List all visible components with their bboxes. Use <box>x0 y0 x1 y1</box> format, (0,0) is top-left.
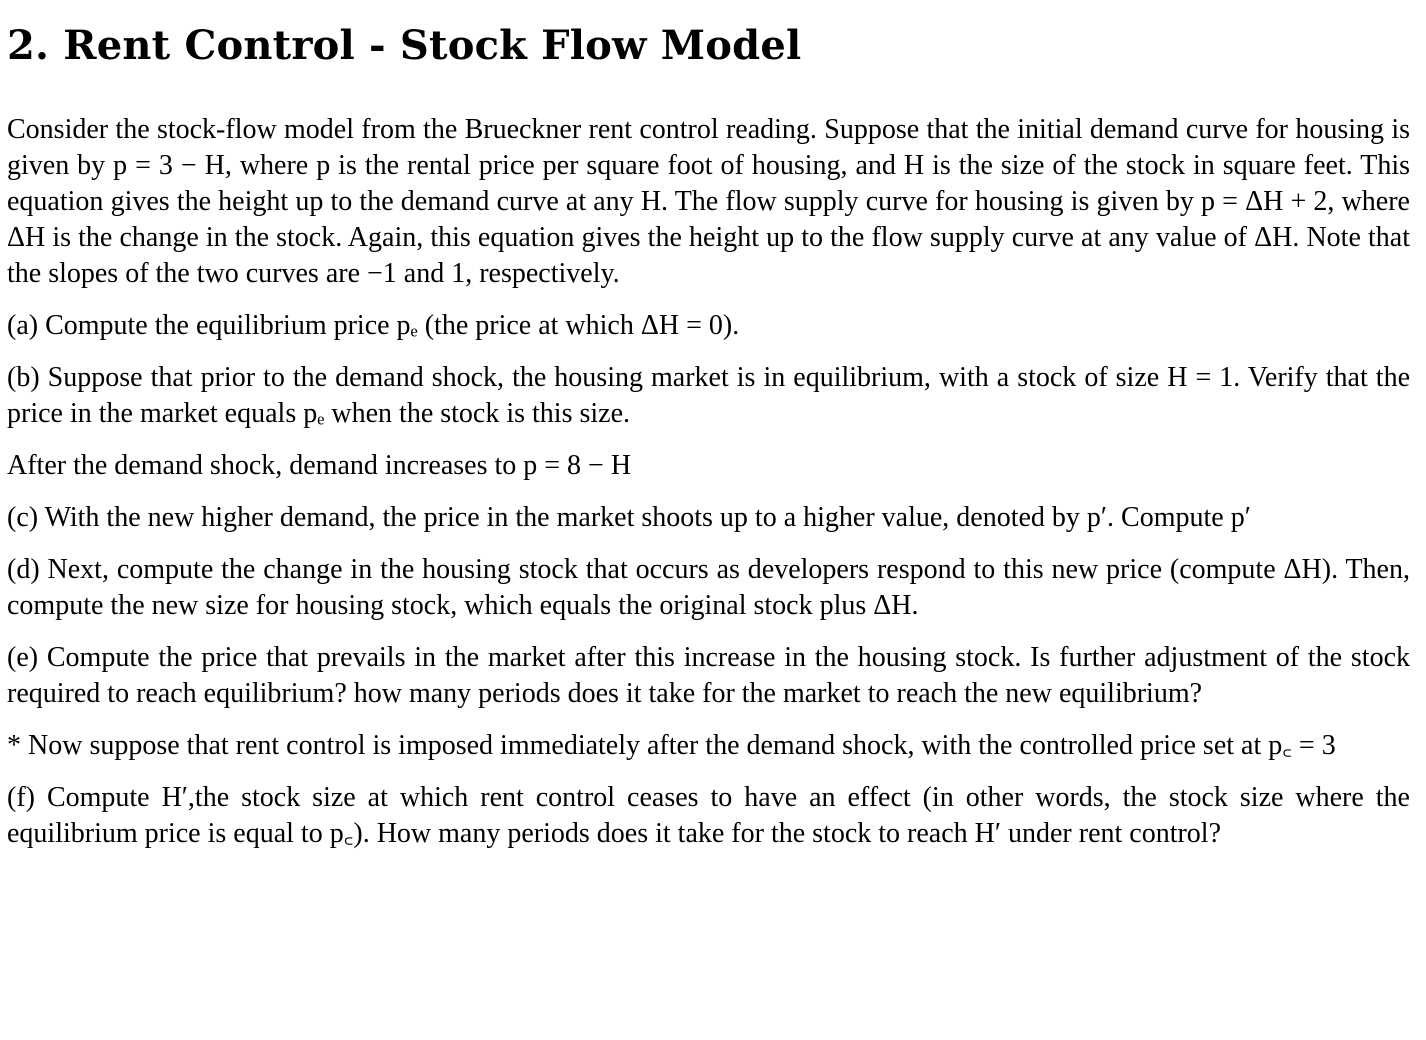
question-f: (f) Compute H′,the stock size at which rent control ceases to have an effect (in other words, the stock size where the equilibrium price is equal to p꜀). How many periods does it take for the stock to reach H′ under rent control? <box>7 782 1410 849</box>
demand-shock-statement: After the demand shock, demand increases to p = 8 − H <box>7 450 632 481</box>
rent-control-statement: * Now suppose that rent control is imposed immediately after the demand shock, with the controlled price set at p꜀ = 3 <box>7 730 1336 761</box>
intro-paragraph: Consider the stock-flow model from the Brueckner rent control reading. Suppose that the initial demand curve for housing is given by p = 3 − H, where p is the rental price per square foot of housing, and H is the size of the stock in square feet. This equation gives the height up to the demand curve at any H. The flow supply curve for housing is given by p = ΔH + 2, where ΔH is the change in the stock. Again, this equation gives the height up to the flow supply curve at any value of ΔH. Note that the slopes of the two curves are −1 and 1, respectively. <box>7 114 1410 289</box>
question-b: (b) Suppose that prior to the demand shock, the housing market is in equilibrium, with a stock of size H = 1. Verify that the price in the market equals pₑ when the stock is this size. <box>7 362 1410 429</box>
section-title: 2. Rent Control - Stock Flow Model <box>7 22 802 69</box>
question-c: (c) With the new higher demand, the price in the market shoots up to a higher value, denoted by p′. Compute p′ <box>7 502 1251 533</box>
question-e: (e) Compute the price that prevails in the market after this increase in the housing stock. Is further adjustment of the stock required to reach equilibrium? how many periods does it take for the market to reach the new equilibrium? <box>7 642 1410 709</box>
question-a: (a) Compute the equilibrium price pₑ (the price at which ΔH = 0). <box>7 310 740 341</box>
question-d: (d) Next, compute the change in the housing stock that occurs as developers respond to this new price (compute ΔH). Then, compute the new size for housing stock, which equals the original stock plus ΔH. <box>7 554 1410 621</box>
problem-body <box>7 112 1410 868</box>
